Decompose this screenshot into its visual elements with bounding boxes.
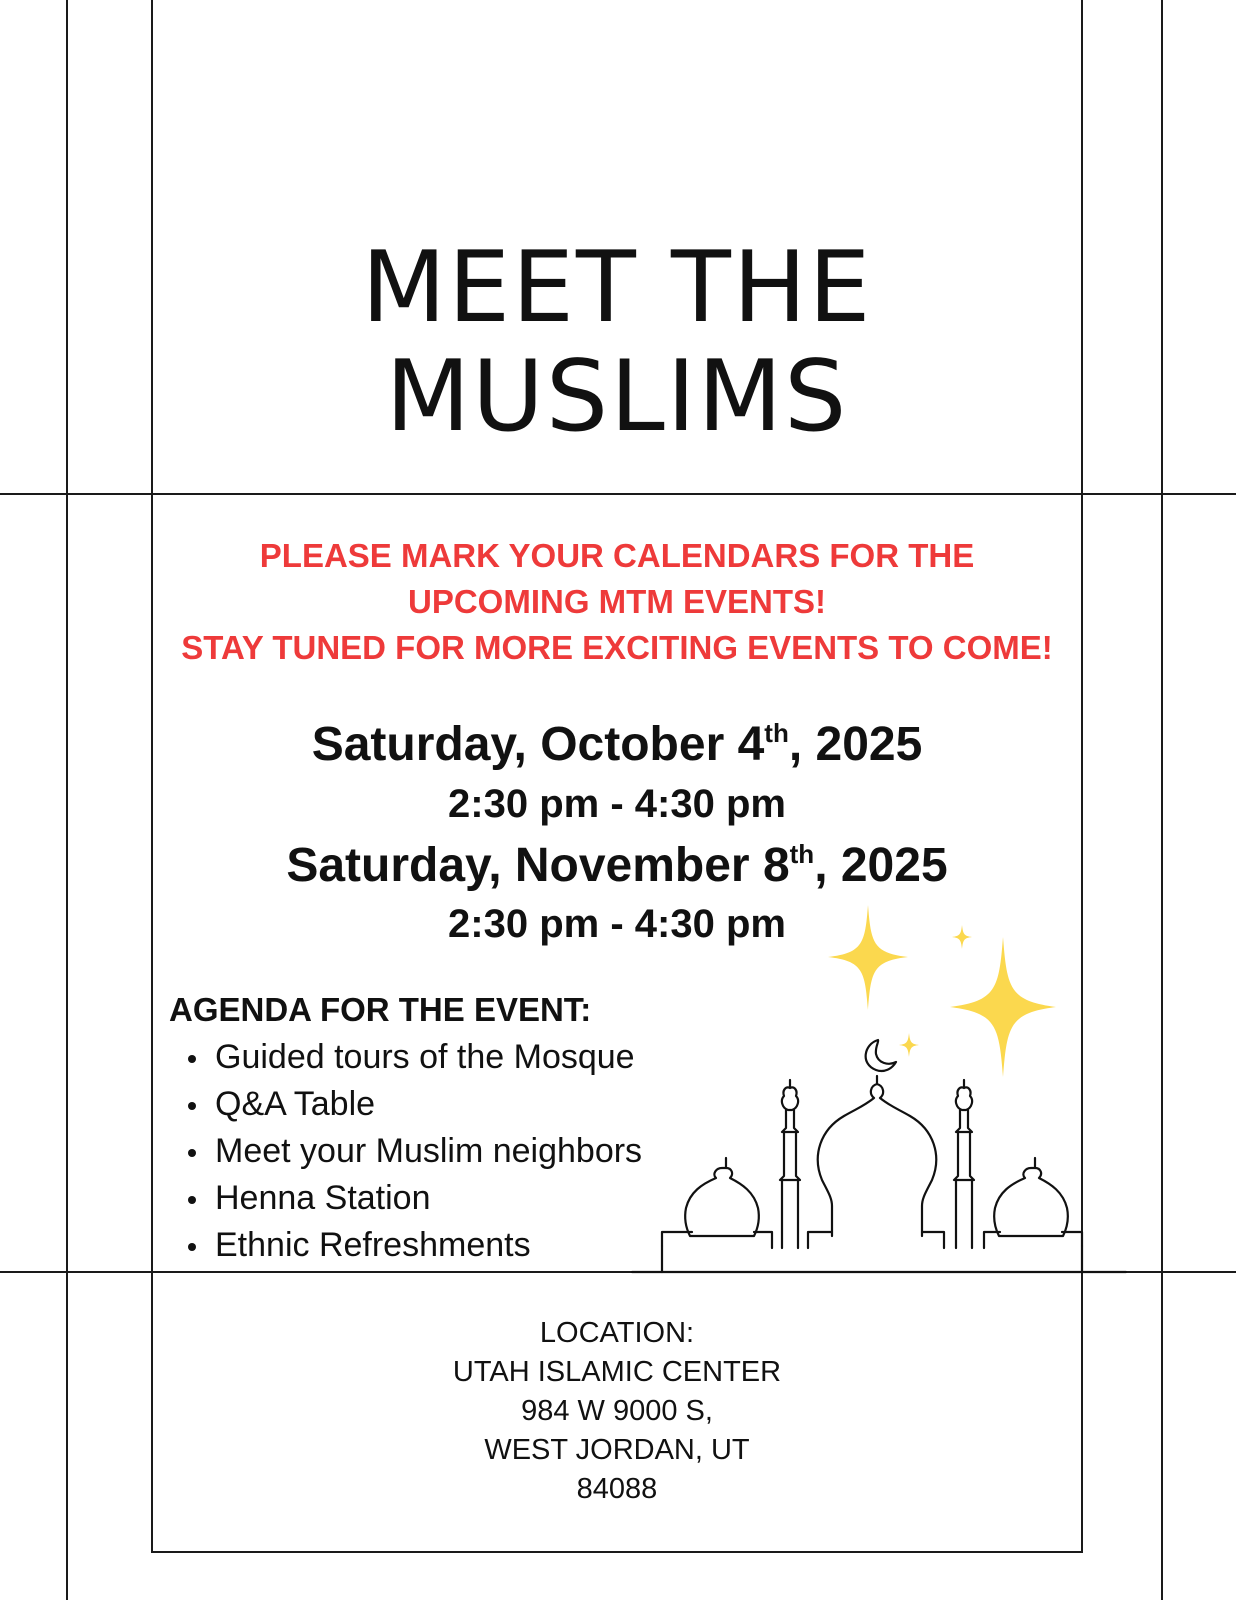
event-date-1-year: , 2025 xyxy=(788,718,923,771)
event-date-2-ordinal: th xyxy=(789,839,815,869)
agenda-item: Q&A Table xyxy=(183,1081,642,1128)
agenda-list xyxy=(183,1034,642,1269)
mosque-outline-icon xyxy=(632,1036,1126,1272)
sparkle-star-icon xyxy=(828,905,908,1010)
event-date-1-ordinal: th xyxy=(764,718,789,748)
agenda-heading: AGENDA FOR THE EVENT: xyxy=(169,991,592,1028)
vertical-rule-left xyxy=(66,0,68,1600)
agenda-item: Guided tours of the Mosque xyxy=(183,1034,642,1081)
location-block xyxy=(151,1314,1083,1509)
title-line-1: MEET THE xyxy=(361,231,873,345)
event-time-2: 2:30 pm - 4:30 pm xyxy=(448,902,786,946)
notice-line-1: PLEASE MARK YOUR CALENDARS FOR THE xyxy=(259,537,975,574)
title-line-2: MUSLIMS xyxy=(385,340,849,454)
agenda-item: Ethnic Refreshments xyxy=(183,1222,642,1269)
event-date-1 xyxy=(151,717,1083,773)
event-date-2 xyxy=(151,838,1083,894)
location-street: 984 W 9000 S, xyxy=(521,1395,713,1427)
calendar-notice xyxy=(151,533,1083,671)
location-city: WEST JORDAN, UT xyxy=(484,1434,750,1466)
event-date-2-year: , 2025 xyxy=(814,839,948,892)
location-label: LOCATION: xyxy=(539,1317,695,1349)
agenda-item: Henna Station xyxy=(183,1175,642,1222)
agenda-item: Meet your Muslim neighbors xyxy=(183,1128,642,1175)
sparkle-star-icon xyxy=(952,925,972,949)
notice-line-2: UPCOMING MTM EVENTS! xyxy=(408,583,826,620)
notice-line-3: STAY TUNED FOR MORE EXCITING EVENTS TO COME! xyxy=(181,629,1053,666)
event-date-1-prefix: Saturday, October 4 xyxy=(311,718,765,771)
event-date-2-prefix: Saturday, November 8 xyxy=(286,839,790,892)
event-time-1: 2:30 pm - 4:30 pm xyxy=(448,782,786,826)
location-zip: 84088 xyxy=(576,1473,658,1505)
location-name: UTAH ISLAMIC CENTER xyxy=(452,1356,782,1388)
vertical-rule-right xyxy=(1161,0,1163,1600)
